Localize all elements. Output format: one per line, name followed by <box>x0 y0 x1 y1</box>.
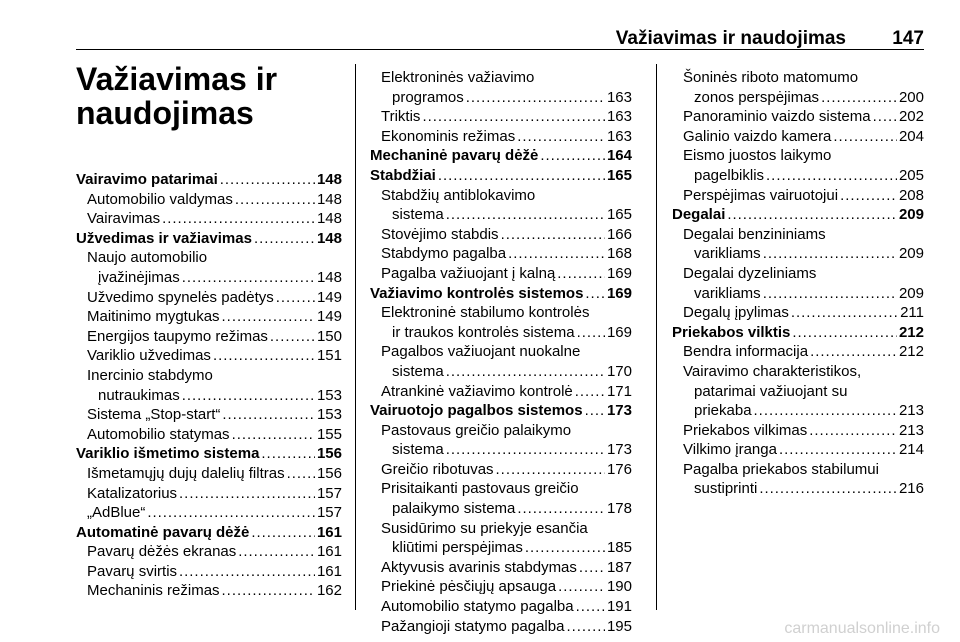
toc-leader-dots <box>179 484 315 504</box>
toc-page-number: 148 <box>316 171 342 188</box>
header-rule <box>76 49 924 50</box>
toc-entry-title: Pažangioji statymo pagalba <box>381 617 565 635</box>
toc-entry[interactable] <box>672 460 924 480</box>
toc-page-number: 202 <box>898 108 924 126</box>
toc-entry[interactable] <box>370 68 632 88</box>
toc-section-entry[interactable] <box>672 205 924 225</box>
toc-leader-dots <box>222 405 315 425</box>
toc-entry[interactable] <box>370 88 632 108</box>
toc-entry-title: Pagalba važiuojant į kalną <box>381 264 556 282</box>
toc-leader-dots <box>238 542 315 562</box>
toc-leader-dots <box>558 577 605 597</box>
toc-page-number: 153 <box>316 386 342 404</box>
toc-entry-title: Priekabos vilktis <box>672 323 791 341</box>
column-divider <box>656 64 657 610</box>
toc-section-entry[interactable] <box>370 284 632 304</box>
toc-entry[interactable] <box>76 464 342 484</box>
toc-entry-title: Automobilio statymo pagalba <box>381 598 574 616</box>
toc-entry-title: sustiprinti <box>694 480 758 498</box>
header-title: Važiavimas ir naudojimas <box>615 28 846 49</box>
toc-section-entry[interactable] <box>76 523 342 543</box>
toc-entry-title: Mechaninis režimas <box>87 582 220 600</box>
toc-entry-title: Pastovaus greičio palaikymo <box>381 421 572 439</box>
toc-entry-title: Vairavimo charakteristikos, <box>683 362 862 380</box>
toc-page-number: 211 <box>900 304 924 322</box>
toc-page-number: 157 <box>316 484 342 502</box>
toc-entry-title: Panoraminio vaizdo sistema <box>683 108 871 126</box>
toc-entry[interactable] <box>672 479 924 499</box>
toc-entry-title: Bendra informacija <box>683 343 809 361</box>
toc-entry[interactable] <box>370 205 632 225</box>
toc-leader-dots <box>162 209 315 229</box>
toc-entry-title: Mechaninė pavarų dėžė <box>370 147 539 165</box>
toc-entry-title: Degalai dyzeliniams <box>683 264 817 282</box>
toc-entry[interactable] <box>370 107 632 127</box>
toc-leader-dots <box>466 88 605 108</box>
toc-entry[interactable] <box>370 519 632 539</box>
toc-page-number: 163 <box>606 108 632 126</box>
toc-page-number: 209 <box>898 206 924 224</box>
toc-section-entry[interactable] <box>76 170 342 190</box>
toc-entry-title: Stabdymo pagalba <box>381 245 507 263</box>
toc-column-2 <box>370 68 632 636</box>
toc-leader-dots <box>791 303 898 323</box>
column-divider <box>355 64 356 610</box>
toc-entry[interactable] <box>76 405 342 425</box>
toc-entry-title: Greičio ribotuvas <box>381 460 494 478</box>
toc-leader-dots <box>446 440 605 460</box>
toc-entry-title: Katalizatorius <box>87 484 178 502</box>
toc-leader-dots <box>446 205 605 225</box>
toc-page-number: 187 <box>606 558 632 576</box>
toc-page-number: 212 <box>898 343 924 361</box>
toc-entry[interactable] <box>370 323 632 343</box>
toc-entry[interactable] <box>672 107 924 127</box>
toc-leader-dots <box>270 327 315 347</box>
toc-entry[interactable] <box>370 127 632 147</box>
toc-page-number: 191 <box>606 598 632 616</box>
toc-entry-title: kliūtimi perspėjimas <box>392 539 523 557</box>
toc-column-3 <box>672 68 924 499</box>
toc-leader-dots <box>766 166 897 186</box>
toc-leader-dots <box>763 244 897 264</box>
toc-entry[interactable] <box>370 421 632 441</box>
toc-entry-title: sistema <box>392 362 444 380</box>
toc-page-number: 200 <box>898 88 924 106</box>
toc-page-number: 190 <box>606 578 632 596</box>
toc-entry[interactable] <box>370 617 632 637</box>
toc-leader-dots <box>222 307 315 327</box>
toc-entry-title: Užvedimas ir važiavimas <box>76 229 252 247</box>
toc-leader-dots <box>251 523 315 543</box>
toc-leader-dots <box>585 401 605 421</box>
toc-entry-title: Degalų įpylimas <box>683 304 789 322</box>
toc-page-number: 209 <box>898 284 924 302</box>
toc-leader-dots <box>182 268 315 288</box>
toc-entry-title: Priekinė pėsčiųjų apsauga <box>381 578 557 596</box>
toc-leader-dots <box>422 107 605 127</box>
toc-entry-title: Pavarų svirtis <box>87 562 178 580</box>
toc-entry[interactable] <box>672 401 924 421</box>
toc-page-number: 185 <box>606 539 632 557</box>
toc-entry-title: Važiavimo kontrolės sistemos <box>370 284 584 302</box>
toc-leader-dots <box>579 558 605 578</box>
toc-entry-title: programos <box>392 88 464 106</box>
toc-leader-dots <box>261 444 315 464</box>
toc-entry-title: Šoninės riboto matomumo <box>683 69 859 86</box>
toc-entry[interactable] <box>672 264 924 284</box>
toc-entry-title: Automobilio valdymas <box>87 190 233 208</box>
toc-leader-dots <box>809 421 897 441</box>
toc-leader-dots <box>147 503 315 523</box>
toc-entry-title: Priekabos vilkimas <box>683 421 808 439</box>
toc-leader-dots <box>792 323 897 343</box>
toc-entry-title: varikliams <box>694 284 761 302</box>
toc-entry[interactable] <box>672 146 924 166</box>
toc-section-entry[interactable] <box>672 323 924 343</box>
toc-entry-title: „AdBlue“ <box>87 504 146 522</box>
toc-page-number: 163 <box>606 127 632 145</box>
toc-page-number: 166 <box>606 225 632 243</box>
toc-entry-title: Triktis <box>381 108 421 126</box>
toc-leader-dots <box>840 186 897 206</box>
toc-page-number: 153 <box>316 406 342 424</box>
toc-page-number: 169 <box>606 323 632 341</box>
toc-page-number: 216 <box>898 480 924 498</box>
toc-leader-dots <box>821 88 897 108</box>
toc-entry-title: Vairavimo patarimai <box>76 171 218 188</box>
toc-entry-title: Vilkimo įranga <box>683 441 777 459</box>
toc-leader-dots <box>179 562 315 582</box>
toc-leader-dots <box>517 127 605 147</box>
toc-page-number: 168 <box>606 245 632 263</box>
toc-leader-dots <box>232 425 315 445</box>
toc-entry-title: sistema <box>392 441 444 459</box>
toc-entry-title: Aktyvusis avarinis stabdymas <box>381 558 577 576</box>
toc-entry-title: patarimai važiuojant su <box>694 382 848 400</box>
toc-leader-dots <box>446 362 605 382</box>
toc-entry[interactable] <box>370 538 632 558</box>
toc-entry-title: Ekonominis režimas <box>381 127 516 145</box>
toc-section-entry[interactable] <box>370 166 632 186</box>
toc-entry[interactable] <box>76 288 342 308</box>
toc-entry[interactable] <box>370 342 632 362</box>
toc-entry[interactable] <box>76 209 342 229</box>
toc-entry[interactable] <box>76 581 342 601</box>
toc-page-number: 214 <box>898 441 924 459</box>
toc-page-number: 170 <box>606 362 632 380</box>
toc-entry[interactable] <box>370 264 632 284</box>
toc-entry-title: Prisitaikanti pastovaus greičio <box>381 480 579 498</box>
toc-entry[interactable] <box>76 248 342 268</box>
toc-entry-title: Maitinimo mygtukas <box>87 308 220 326</box>
toc-entry-title: Stabdžiai <box>370 166 436 184</box>
toc-leader-dots <box>575 382 605 402</box>
toc-entry[interactable] <box>370 303 632 323</box>
toc-entry[interactable] <box>76 190 342 210</box>
toc-entry-title: Variklio išmetimo sistema <box>76 445 260 463</box>
toc-entry[interactable] <box>76 346 342 366</box>
toc-entry-title: Galinio vaizdo kamera <box>683 127 832 145</box>
toc-leader-dots <box>727 205 897 225</box>
toc-entry-title: Elektroninė stabilumo kontrolės <box>381 304 590 322</box>
toc-page-number: 156 <box>316 445 342 463</box>
toc-leader-dots <box>525 538 605 558</box>
toc-entry[interactable] <box>370 225 632 245</box>
toc-entry-title: Vairavimas <box>87 210 161 228</box>
toc-page-number: 156 <box>316 464 342 482</box>
toc-entry[interactable] <box>76 366 342 386</box>
toc-entry-title: Stovėjimo stabdis <box>381 225 499 243</box>
toc-page-number: 173 <box>606 441 632 459</box>
toc-page-number: 176 <box>606 460 632 478</box>
toc-entry-title: pagelbiklis <box>694 166 765 184</box>
toc-entry-title: Automobilio statymas <box>87 425 230 443</box>
toc-page-number: 148 <box>316 268 342 286</box>
toc-entry[interactable] <box>672 244 924 264</box>
toc-entry-title: Degalai <box>672 206 726 224</box>
toc-entry[interactable] <box>672 88 924 108</box>
toc-entry[interactable] <box>672 127 924 147</box>
toc-entry-title: Pagalbos važiuojant nuokalne <box>381 343 581 361</box>
toc-page-number: 148 <box>316 210 342 228</box>
toc-leader-dots <box>585 284 605 304</box>
toc-leader-dots <box>182 386 315 406</box>
toc-leader-dots <box>754 401 897 421</box>
toc-entry[interactable] <box>672 186 924 206</box>
toc-entry-title: Užvedimo spynelės padėtys <box>87 288 274 306</box>
toc-entry[interactable] <box>370 382 632 402</box>
toc-leader-dots <box>873 107 897 127</box>
toc-page-number: 161 <box>316 523 342 541</box>
toc-entry[interactable] <box>76 268 342 288</box>
toc-page-number: 165 <box>606 166 632 184</box>
toc-entry[interactable] <box>672 303 924 323</box>
toc-entry[interactable] <box>672 362 924 382</box>
toc-entry[interactable] <box>76 542 342 562</box>
toc-entry-title: nutraukimas <box>98 386 180 404</box>
toc-entry-title: Inercinio stabdymo <box>87 366 213 384</box>
toc-page-number: 178 <box>606 500 632 518</box>
toc-entry-title: Eismo juostos laikymo <box>683 147 832 165</box>
toc-page-number: 208 <box>898 186 924 204</box>
toc-entry[interactable] <box>672 421 924 441</box>
chapter-title: Važiavimas ir naudojimas <box>76 61 278 131</box>
toc-entry[interactable] <box>76 386 342 406</box>
toc-section-entry[interactable] <box>370 401 632 421</box>
toc-page-number: 205 <box>898 166 924 184</box>
toc-page-number: 169 <box>606 264 632 282</box>
toc-leader-dots <box>540 146 605 166</box>
toc-leader-dots <box>235 190 315 210</box>
toc-entry[interactable] <box>672 440 924 460</box>
toc-entry-title: Automatinė pavarų dėžė <box>76 523 250 541</box>
toc-leader-dots <box>276 288 315 308</box>
toc-entry-title: Išmetamųjų dujų dalelių filtras <box>87 464 285 482</box>
toc-entry-title: zonos perspėjimas <box>694 88 820 106</box>
toc-entry[interactable] <box>672 225 924 245</box>
toc-column-1 <box>76 170 342 601</box>
toc-entry[interactable] <box>370 577 632 597</box>
toc-entry-title: Variklio užvedimas <box>87 347 211 365</box>
toc-page-number: 212 <box>898 323 924 341</box>
toc-page-number: 157 <box>316 504 342 522</box>
toc-entry[interactable] <box>76 562 342 582</box>
toc-entry[interactable] <box>76 425 342 445</box>
toc-page-number: 162 <box>316 582 342 600</box>
toc-leader-dots <box>501 225 605 245</box>
toc-page-number: 163 <box>606 88 632 106</box>
toc-leader-dots <box>287 464 315 484</box>
toc-entry-title: ir traukos kontrolės sistema <box>392 323 575 341</box>
toc-leader-dots <box>222 581 315 601</box>
toc-leader-dots <box>213 346 315 366</box>
toc-page-number: 161 <box>316 543 342 561</box>
toc-section-entry[interactable] <box>76 444 342 464</box>
toc-entry[interactable] <box>76 327 342 347</box>
toc-section-entry[interactable] <box>370 146 632 166</box>
toc-leader-dots <box>566 617 605 637</box>
toc-page-number: 164 <box>606 147 632 165</box>
toc-entry-title: Pavarų dėžės ekranas <box>87 543 237 561</box>
toc-entry[interactable] <box>370 440 632 460</box>
toc-leader-dots <box>254 229 315 249</box>
toc-page-number: 204 <box>898 127 924 145</box>
toc-page-number: 209 <box>898 245 924 263</box>
toc-entry-title: Susidūrimo su priekyje esančia <box>381 519 588 537</box>
toc-entry-title: Atrankinė važiavimo kontrolė <box>381 382 573 400</box>
toc-entry-title: varikliams <box>694 245 761 263</box>
toc-entry-title: Sistema „Stop-start“ <box>87 406 221 424</box>
toc-entry[interactable] <box>370 597 632 617</box>
toc-entry[interactable] <box>672 166 924 186</box>
toc-page-number: 151 <box>316 347 342 365</box>
toc-leader-dots <box>576 597 605 617</box>
toc-entry[interactable] <box>76 503 342 523</box>
watermark: carmanualsonline.info <box>784 620 940 637</box>
toc-entry[interactable] <box>370 499 632 519</box>
toc-page-number: 149 <box>316 308 342 326</box>
toc-page-number: 213 <box>898 421 924 439</box>
toc-page-number: 155 <box>316 425 342 443</box>
toc-leader-dots <box>508 244 605 264</box>
toc-entry[interactable] <box>672 342 924 362</box>
toc-page-number: 149 <box>316 288 342 306</box>
toc-entry-title: priekaba <box>694 402 752 420</box>
toc-page-number: 165 <box>606 206 632 224</box>
toc-entry[interactable] <box>370 479 632 499</box>
toc-entry-title: Elektroninės važiavimo <box>381 69 535 86</box>
toc-entry-title: įvažinėjimas <box>98 268 180 286</box>
toc-page-number: 195 <box>606 617 632 635</box>
toc-leader-dots <box>810 342 897 362</box>
toc-entry-title: Stabdžių antiblokavimo <box>381 186 536 204</box>
toc-entry-title: Naujo automobilio <box>87 249 208 267</box>
toc-entry-title: Vairuotojo pagalbos sistemos <box>370 402 583 420</box>
toc-entry[interactable] <box>672 68 924 88</box>
toc-page-number: 173 <box>606 402 632 420</box>
toc-leader-dots <box>557 264 605 284</box>
toc-section-entry[interactable] <box>76 229 342 249</box>
toc-page-number: 148 <box>316 190 342 208</box>
page-header <box>76 28 924 50</box>
toc-leader-dots <box>496 460 605 480</box>
toc-page-number: 161 <box>316 562 342 580</box>
toc-entry[interactable] <box>76 484 342 504</box>
toc-entry[interactable] <box>370 362 632 382</box>
toc-entry[interactable] <box>370 460 632 480</box>
toc-entry-title: Pagalba priekabos stabilumui <box>683 460 879 478</box>
toc-entry-title: Perspėjimas vairuotojui <box>683 186 839 204</box>
toc-leader-dots <box>577 323 605 343</box>
toc-entry-title: Degalai benzininiams <box>683 225 826 243</box>
toc-leader-dots <box>517 499 605 519</box>
toc-leader-dots <box>779 440 897 460</box>
toc-entry-title: Energijos taupymo režimas <box>87 327 268 345</box>
toc-leader-dots <box>438 166 605 186</box>
toc-entry[interactable] <box>672 382 924 402</box>
toc-page-number: 213 <box>898 402 924 420</box>
toc-entry[interactable] <box>76 307 342 327</box>
toc-leader-dots <box>220 170 315 190</box>
toc-page-number: 171 <box>606 382 632 400</box>
page-number: 147 <box>892 28 924 49</box>
toc-page-number: 169 <box>606 284 632 302</box>
toc-entry[interactable] <box>370 244 632 264</box>
toc-page-number: 150 <box>316 327 342 345</box>
toc-page-number: 148 <box>316 229 342 247</box>
toc-entry-title: sistema <box>392 206 444 224</box>
toc-entry[interactable] <box>370 558 632 578</box>
toc-entry-title: palaikymo sistema <box>392 500 516 518</box>
toc-leader-dots <box>833 127 897 147</box>
toc-entry[interactable] <box>672 284 924 304</box>
toc-leader-dots <box>763 284 897 304</box>
toc-entry[interactable] <box>370 186 632 206</box>
toc-leader-dots <box>759 479 897 499</box>
